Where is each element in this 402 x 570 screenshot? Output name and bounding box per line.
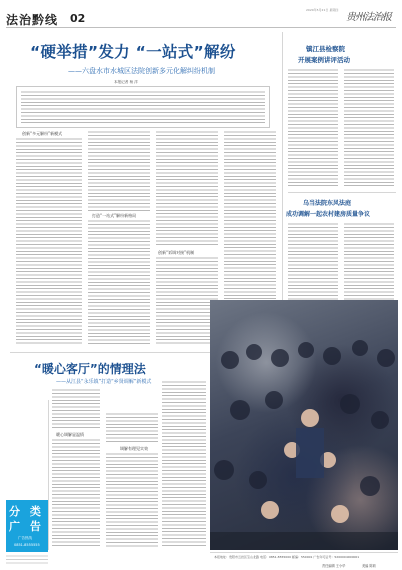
second-section-2: 调解有理见实效: [120, 446, 148, 451]
lead-headline: “硬举措”发力 “一站式”解纷: [30, 43, 236, 61]
side-headline-2b: 成功调解一起农村建房质量争议: [286, 211, 371, 218]
second-headline: “暖心客厅”的情理法: [34, 362, 146, 376]
lead-byline: 本报记者 杨 洋: [114, 80, 138, 84]
lead-intro-box: [16, 86, 270, 128]
side-headline-1b: 开展案例讲评活动: [298, 56, 350, 64]
ad-line-2: 广 告: [9, 520, 44, 533]
footer-note: 本报地址：贵阳市云岩区宝山北路 电话：0851-8555000 邮编：550001 广告许可证号：5200004000001: [214, 555, 360, 559]
second-col-1: [52, 388, 100, 428]
lead-col-2: [88, 130, 150, 212]
lead-section-3: 创新“诉调对接”机制: [158, 250, 195, 255]
second-col-3: [162, 380, 206, 548]
lead-subhead: ——六盘水市水城区法院创新多元化解纠纷机制: [68, 67, 215, 75]
second-col-1b: [52, 438, 100, 548]
second-col-2b: [106, 452, 158, 548]
ad-listing: [6, 554, 48, 566]
side-headline-1: 镇江县检察院: [306, 45, 345, 53]
masthead-logo: 贵州法治报: [346, 12, 391, 23]
second-col-2: [106, 412, 158, 442]
lead-col-3b: [156, 256, 218, 345]
page-number: 02: [70, 12, 86, 25]
footer-editor: 责任编辑 王小华: [322, 564, 346, 568]
lead-col-2b: [88, 219, 150, 345]
lead-col-3: [156, 130, 218, 246]
ad-line-1: 分 类: [9, 505, 44, 518]
lead-section-2: 打造“一站式”解纷新格局: [92, 213, 137, 218]
section-title: 法治黔线: [6, 13, 59, 27]
ad-phone: 0851-8555555: [14, 543, 40, 547]
side-headline-2: 乌当法院东风法庭: [303, 200, 352, 207]
side1-col-2: [344, 68, 394, 188]
ad-phone-label: 广告热线: [18, 536, 32, 540]
classified-ad: [6, 500, 48, 552]
lead-col-1: [16, 137, 82, 345]
second-subhead: ——从江县“永乐镇”打造“乡贤调解”新模式: [56, 379, 152, 385]
footer-designer: 美编 陈莉: [362, 564, 376, 568]
edition-info: 2020年5月21日 星期四: [306, 8, 339, 12]
side1-col-1: [288, 68, 338, 188]
second-section-1: 暖心调解显温情: [56, 432, 84, 437]
lead-section-1: 创新“多元解纷”新模式: [22, 131, 63, 136]
news-photo: [210, 300, 398, 550]
page-header: [6, 4, 398, 28]
header-rule: [6, 27, 396, 28]
